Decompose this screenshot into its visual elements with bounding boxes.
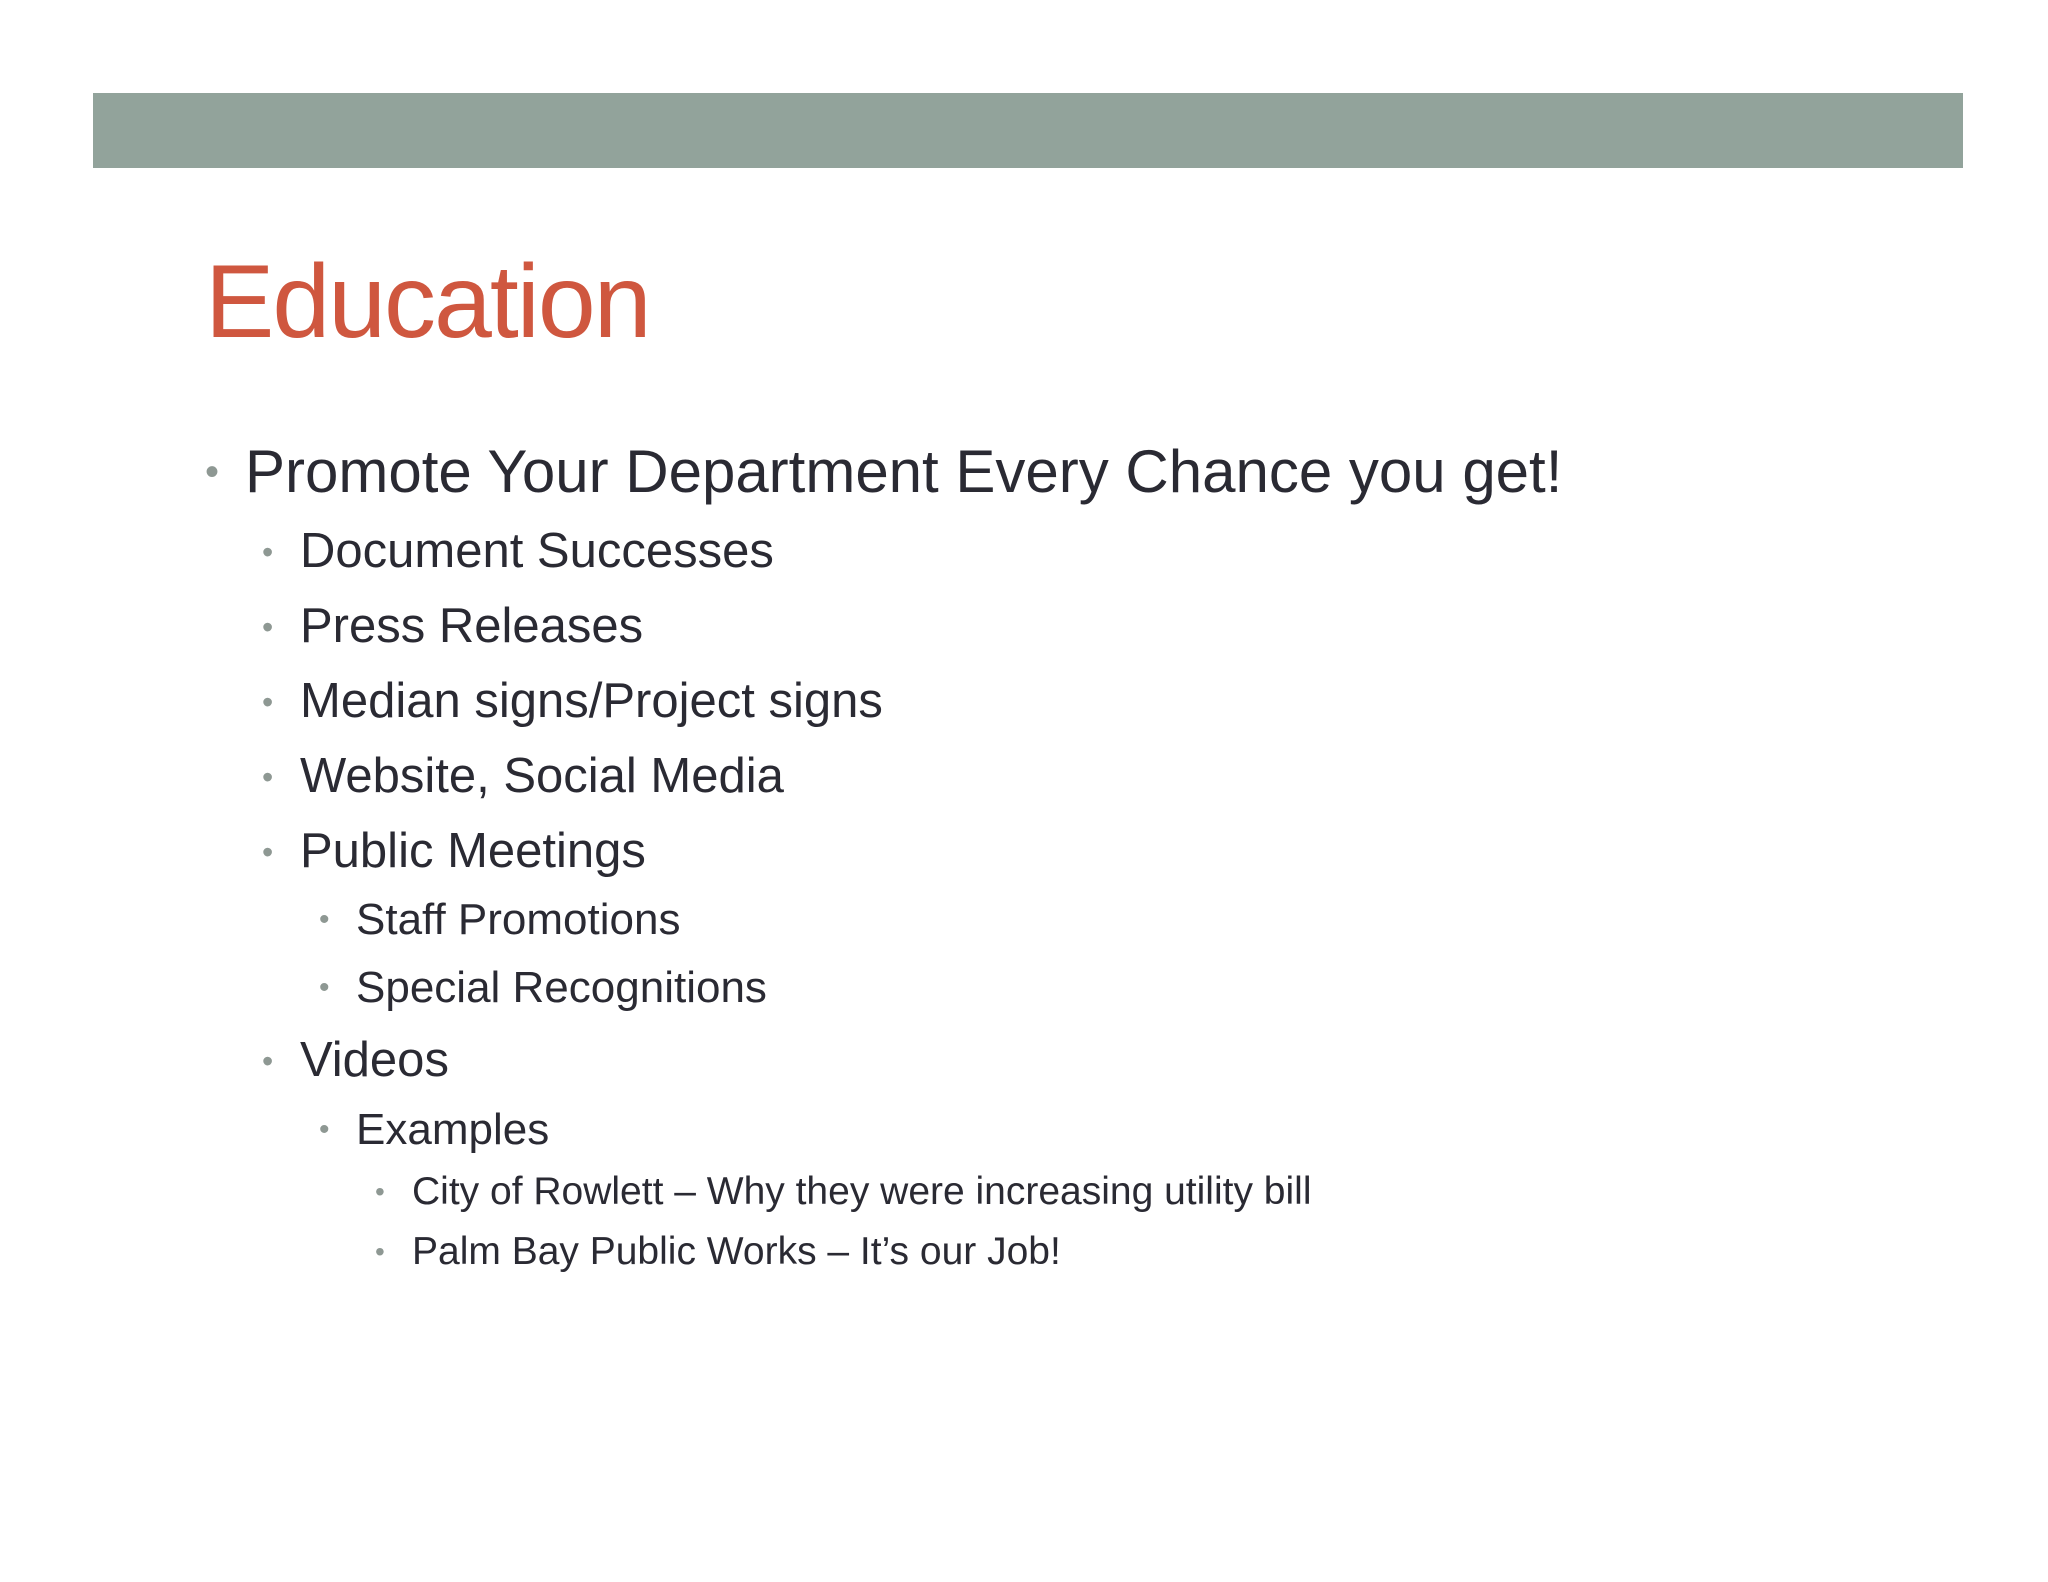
list-item [375,1230,1061,1273]
list-item [262,524,774,578]
list-item [319,1105,550,1154]
list-item-text: Document Successes [300,524,774,578]
list-item-text: Videos [300,1033,449,1087]
header-band [93,93,1963,168]
list-item-text: Press Releases [300,599,644,653]
list-item-text: Promote Your Department Every Chance you get! [245,438,1563,505]
bullet-icon: • [262,834,274,870]
bullet-icon: • [262,609,274,645]
list-item [319,895,681,944]
list-item-text: Palm Bay Public Works – It’s our Job! [412,1230,1061,1273]
bullet-icon: • [262,759,274,795]
list-item [375,1170,1312,1213]
list-item-text: Special Recognitions [356,963,767,1012]
list-item-text: Staff Promotions [356,895,681,944]
bullet-icon: • [319,971,330,1004]
list-item [262,599,644,653]
list-item [262,824,646,878]
list-item [262,1033,449,1087]
bullet-icon: • [375,1236,385,1267]
list-item-text: City of Rowlett – Why they were increasing utility bill [412,1170,1312,1213]
bullet-icon: • [262,684,274,720]
list-item-text: Examples [356,1105,550,1154]
list-item-text: Website, Social Media [300,749,784,803]
bullet-icon: • [205,450,220,494]
bullet-icon: • [319,1113,330,1146]
bullet-icon: • [262,1043,274,1079]
bullet-icon: • [375,1176,385,1207]
list-item [205,438,1563,505]
list-item-text: Public Meetings [300,824,646,878]
list-item-text: Median signs/Project signs [300,674,883,728]
list-item [262,749,784,803]
slide-title: Education [205,244,650,360]
bullet-icon: • [262,534,274,570]
bullet-icon: • [319,903,330,936]
list-item [262,674,883,728]
list-item [319,963,767,1012]
